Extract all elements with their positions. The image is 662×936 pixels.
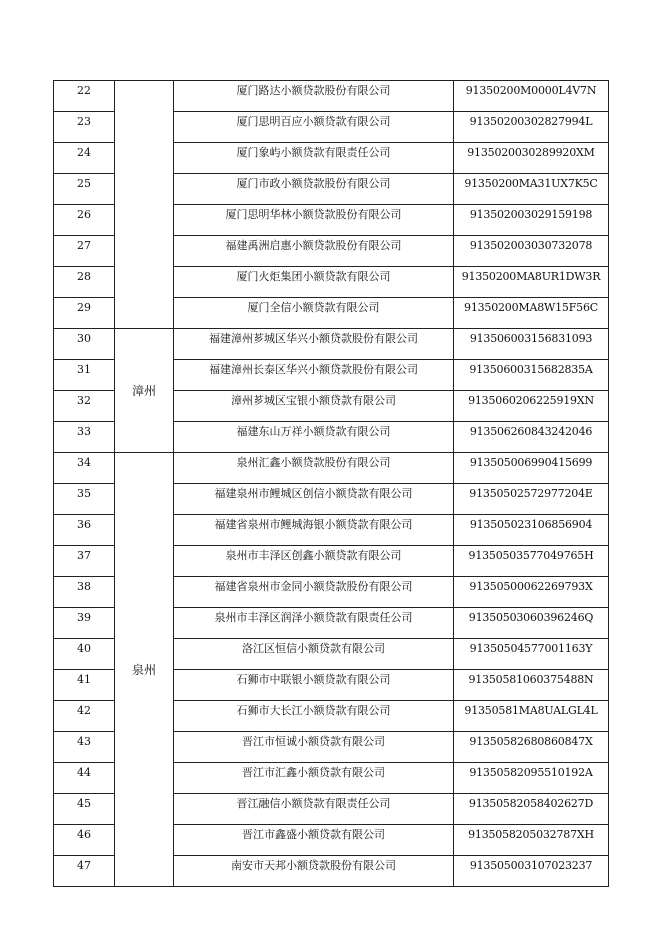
- credit-code: 91350582095510192A: [454, 763, 609, 794]
- region-cell: [115, 81, 174, 329]
- row-number: 28: [54, 267, 115, 298]
- credit-code: 91350200M0000L4V7N: [454, 81, 609, 112]
- credit-code: 913505006990415699: [454, 453, 609, 484]
- company-name: 厦门思明华林小额贷款股份有限公司: [174, 205, 454, 236]
- credit-code: 913506003156831093: [454, 329, 609, 360]
- company-name: 晋江市汇鑫小额贷款有限公司: [174, 763, 454, 794]
- row-number: 29: [54, 298, 115, 329]
- row-number: 34: [54, 453, 115, 484]
- company-name: 厦门路达小额贷款股份有限公司: [174, 81, 454, 112]
- credit-code: 913502003029159198: [454, 205, 609, 236]
- credit-code: 9135060206225919XN: [454, 391, 609, 422]
- row-number: 38: [54, 577, 115, 608]
- company-name: 厦门象屿小额贷款有限责任公司: [174, 143, 454, 174]
- credit-code: 91350581MA8UALGL4L: [454, 701, 609, 732]
- company-name: 晋江市鑫盛小额贷款有限公司: [174, 825, 454, 856]
- credit-code: 913505023106856904: [454, 515, 609, 546]
- row-number: 37: [54, 546, 115, 577]
- credit-code: 91350200302827994L: [454, 112, 609, 143]
- row-number: 23: [54, 112, 115, 143]
- region-cell: 漳州: [115, 329, 174, 453]
- company-name: 漳州芗城区宝银小额贷款有限公司: [174, 391, 454, 422]
- row-number: 47: [54, 856, 115, 887]
- row-number: 24: [54, 143, 115, 174]
- company-name: 福建泉州市鲤城区创信小额贷款有限公司: [174, 484, 454, 515]
- company-name: 福建东山万祥小额贷款有限公司: [174, 422, 454, 453]
- row-number: 36: [54, 515, 115, 546]
- company-name: 厦门全信小额贷款有限公司: [174, 298, 454, 329]
- company-name: 泉州汇鑫小额贷款股份有限公司: [174, 453, 454, 484]
- credit-code: 91350581060375488N: [454, 670, 609, 701]
- credit-code: 91350600315682835A: [454, 360, 609, 391]
- company-name: 福建省泉州市鲤城海银小额贷款有限公司: [174, 515, 454, 546]
- row-number: 45: [54, 794, 115, 825]
- company-name: 福建禹洲启惠小额贷款股份有限公司: [174, 236, 454, 267]
- row-number: 43: [54, 732, 115, 763]
- credit-code: 91350502572977204E: [454, 484, 609, 515]
- row-number: 22: [54, 81, 115, 112]
- credit-code: 91350200MA8W15F56C: [454, 298, 609, 329]
- credit-code: 913502003030732078: [454, 236, 609, 267]
- table-row: [54, 81, 609, 112]
- row-number: 39: [54, 608, 115, 639]
- company-name: 福建漳州芗城区华兴小额贷款股份有限公司: [174, 329, 454, 360]
- row-number: 31: [54, 360, 115, 391]
- credit-code: 91350503577049765H: [454, 546, 609, 577]
- row-number: 44: [54, 763, 115, 794]
- row-number: 33: [54, 422, 115, 453]
- row-number: 30: [54, 329, 115, 360]
- company-name: 石狮市大长江小额贷款有限公司: [174, 701, 454, 732]
- company-name: 洛江区恒信小额贷款有限公司: [174, 639, 454, 670]
- credit-code: 91350200MA8UR1DW3R: [454, 267, 609, 298]
- company-name: 石狮市中联银小额贷款有限公司: [174, 670, 454, 701]
- credit-code: 913506260843242046: [454, 422, 609, 453]
- row-number: 46: [54, 825, 115, 856]
- credit-code: 91350504577001163Y: [454, 639, 609, 670]
- row-number: 35: [54, 484, 115, 515]
- credit-code: 9135020030289920XM: [454, 143, 609, 174]
- row-number: 41: [54, 670, 115, 701]
- credit-code: 91350582680860847X: [454, 732, 609, 763]
- row-number: 42: [54, 701, 115, 732]
- row-number: 26: [54, 205, 115, 236]
- table-row: [54, 329, 609, 360]
- row-number: 27: [54, 236, 115, 267]
- row-number: 40: [54, 639, 115, 670]
- company-name: 厦门市政小额贷款股份有限公司: [174, 174, 454, 205]
- row-number: 32: [54, 391, 115, 422]
- company-name: 泉州市丰泽区润泽小额贷款有限责任公司: [174, 608, 454, 639]
- credit-code: 91350500062269793X: [454, 577, 609, 608]
- company-name: 福建漳州长泰区华兴小额贷款股份有限公司: [174, 360, 454, 391]
- company-name: 晋江市恒诚小额贷款有限公司: [174, 732, 454, 763]
- credit-code: 913505003107023237: [454, 856, 609, 887]
- credit-code: 91350503060396246Q: [454, 608, 609, 639]
- credit-code: 91350582058402627D: [454, 794, 609, 825]
- company-name: 南安市天邦小额贷款股份有限公司: [174, 856, 454, 887]
- region-cell: 泉州: [115, 453, 174, 887]
- company-name: 福建省泉州市金同小额贷款股份有限公司: [174, 577, 454, 608]
- company-name: 泉州市丰泽区创鑫小额贷款有限公司: [174, 546, 454, 577]
- credit-code: 91350200MA31UX7K5C: [454, 174, 609, 205]
- company-name: 厦门思明百应小额贷款有限公司: [174, 112, 454, 143]
- table-row: [54, 453, 609, 484]
- company-name: 晋江融信小额贷款有限责任公司: [174, 794, 454, 825]
- company-name: 厦门火炬集团小额贷款有限公司: [174, 267, 454, 298]
- credit-code: 9135058205032787XH: [454, 825, 609, 856]
- lender-table: [53, 80, 609, 887]
- row-number: 25: [54, 174, 115, 205]
